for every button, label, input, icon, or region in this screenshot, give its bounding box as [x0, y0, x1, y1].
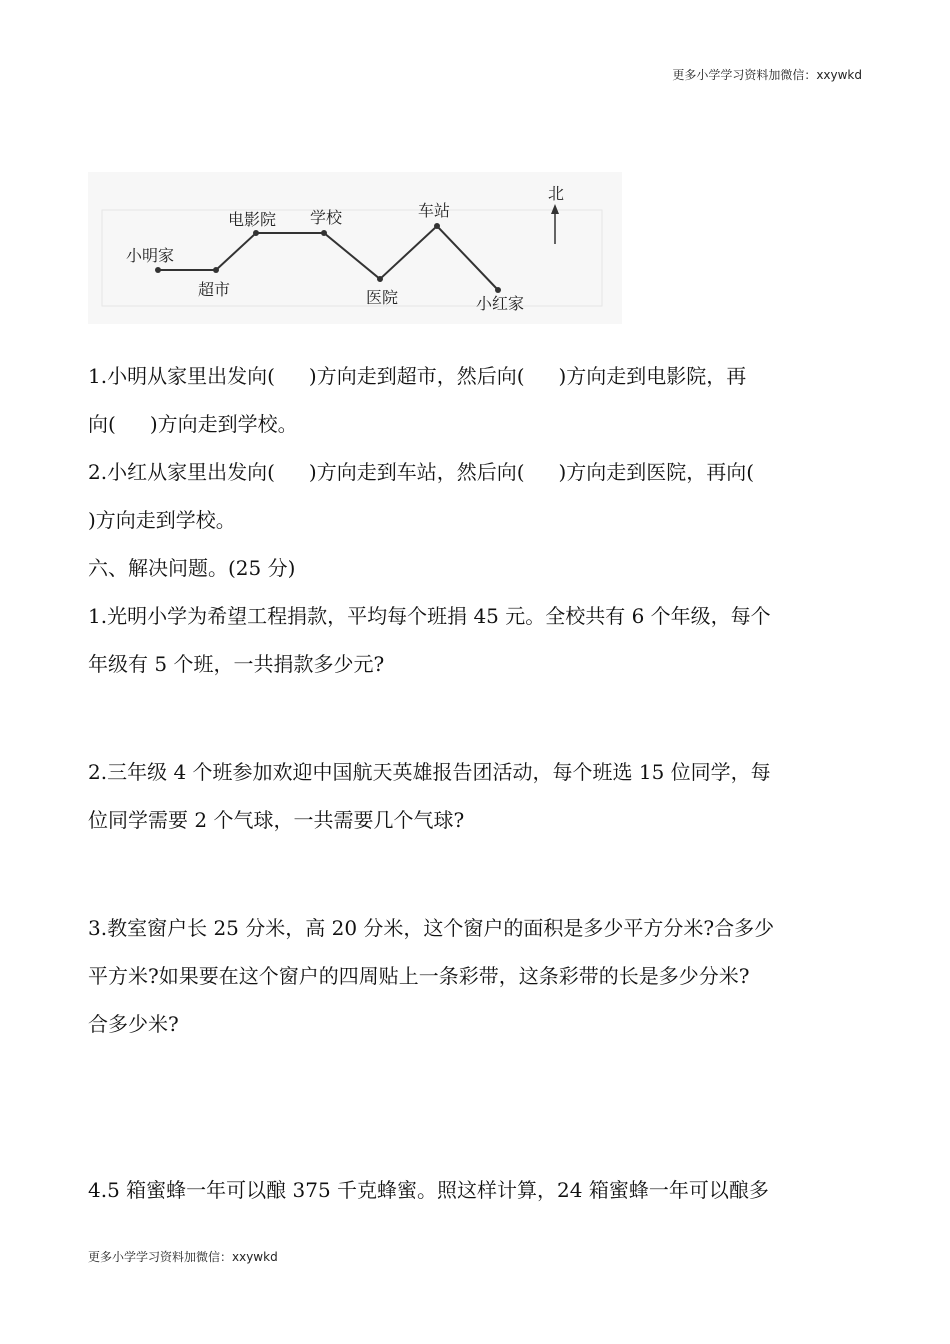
problem-2-line-2: 位同学需要 2 个气球，一共需要几个气球? [88, 808, 465, 832]
problem-1-line-2: 年级有 5 个班，一共捐款多少元? [88, 652, 385, 676]
answer-space[interactable] [88, 688, 864, 748]
q2-line-2: )方向走到学校。 [88, 508, 236, 532]
point-xiaohong-home [495, 287, 501, 293]
problem-1-line-1: 1.光明小学为希望工程捐款，平均每个班捐 45 元。全校共有 6 个年级，每个 [88, 604, 771, 628]
label-supermarket: 超市 [198, 280, 231, 299]
point-xiaoming-home [155, 267, 161, 273]
section-title: 六、解决问题。(25 分) [88, 556, 296, 580]
problem-3-line-2: 平方米?如果要在这个窗户的四周贴上一条彩带，这条彩带的长是多少分米? [88, 964, 750, 988]
answer-space[interactable] [88, 844, 864, 904]
point-station [434, 223, 440, 229]
point-hospital [377, 276, 383, 282]
q1-line-2: 向( )方向走到学校。 [88, 412, 298, 436]
label-xiaohong-home: 小红家 [476, 294, 525, 313]
label-hospital: 医院 [366, 288, 399, 307]
point-supermarket [213, 267, 219, 273]
problem-3-line-3: 合多少米? [88, 1012, 179, 1036]
label-station: 车站 [418, 201, 451, 220]
worksheet-content [88, 352, 864, 1214]
q2-line-1: 2.小红从家里出发向( )方向走到车站，然后向( )方向走到医院，再向( [88, 460, 755, 484]
label-xiaoming-home: 小明家 [126, 246, 175, 265]
label-cinema: 电影院 [228, 210, 277, 229]
problem-2-line-1: 2.三年级 4 个班参加欢迎中国航天英雄报告团活动，每个班选 15 位同学，每 [88, 760, 771, 784]
q1-line-1: 1.小明从家里出发向( )方向走到超市，然后向( )方向走到电影院，再 [88, 364, 747, 388]
point-school [321, 230, 327, 236]
route-map-svg [88, 172, 622, 324]
header-note: 更多小学学习资料加微信：xxywkd [672, 68, 862, 82]
footer-note: 更多小学学习资料加微信：xxywkd [88, 1250, 278, 1264]
label-school: 学校 [310, 208, 343, 227]
problem-3-line-1: 3.教室窗户长 25 分米，高 20 分米，这个窗户的面积是多少平方分米?合多少 [88, 916, 775, 940]
answer-space[interactable] [88, 1048, 864, 1166]
problem-4-line-1: 4.5 箱蜜蜂一年可以酿 375 千克蜂蜜。照这样计算，24 箱蜜蜂一年可以酿多 [88, 1178, 769, 1202]
route-map-figure [88, 172, 622, 324]
point-cinema [253, 230, 259, 236]
label-north: 北 [548, 184, 565, 203]
